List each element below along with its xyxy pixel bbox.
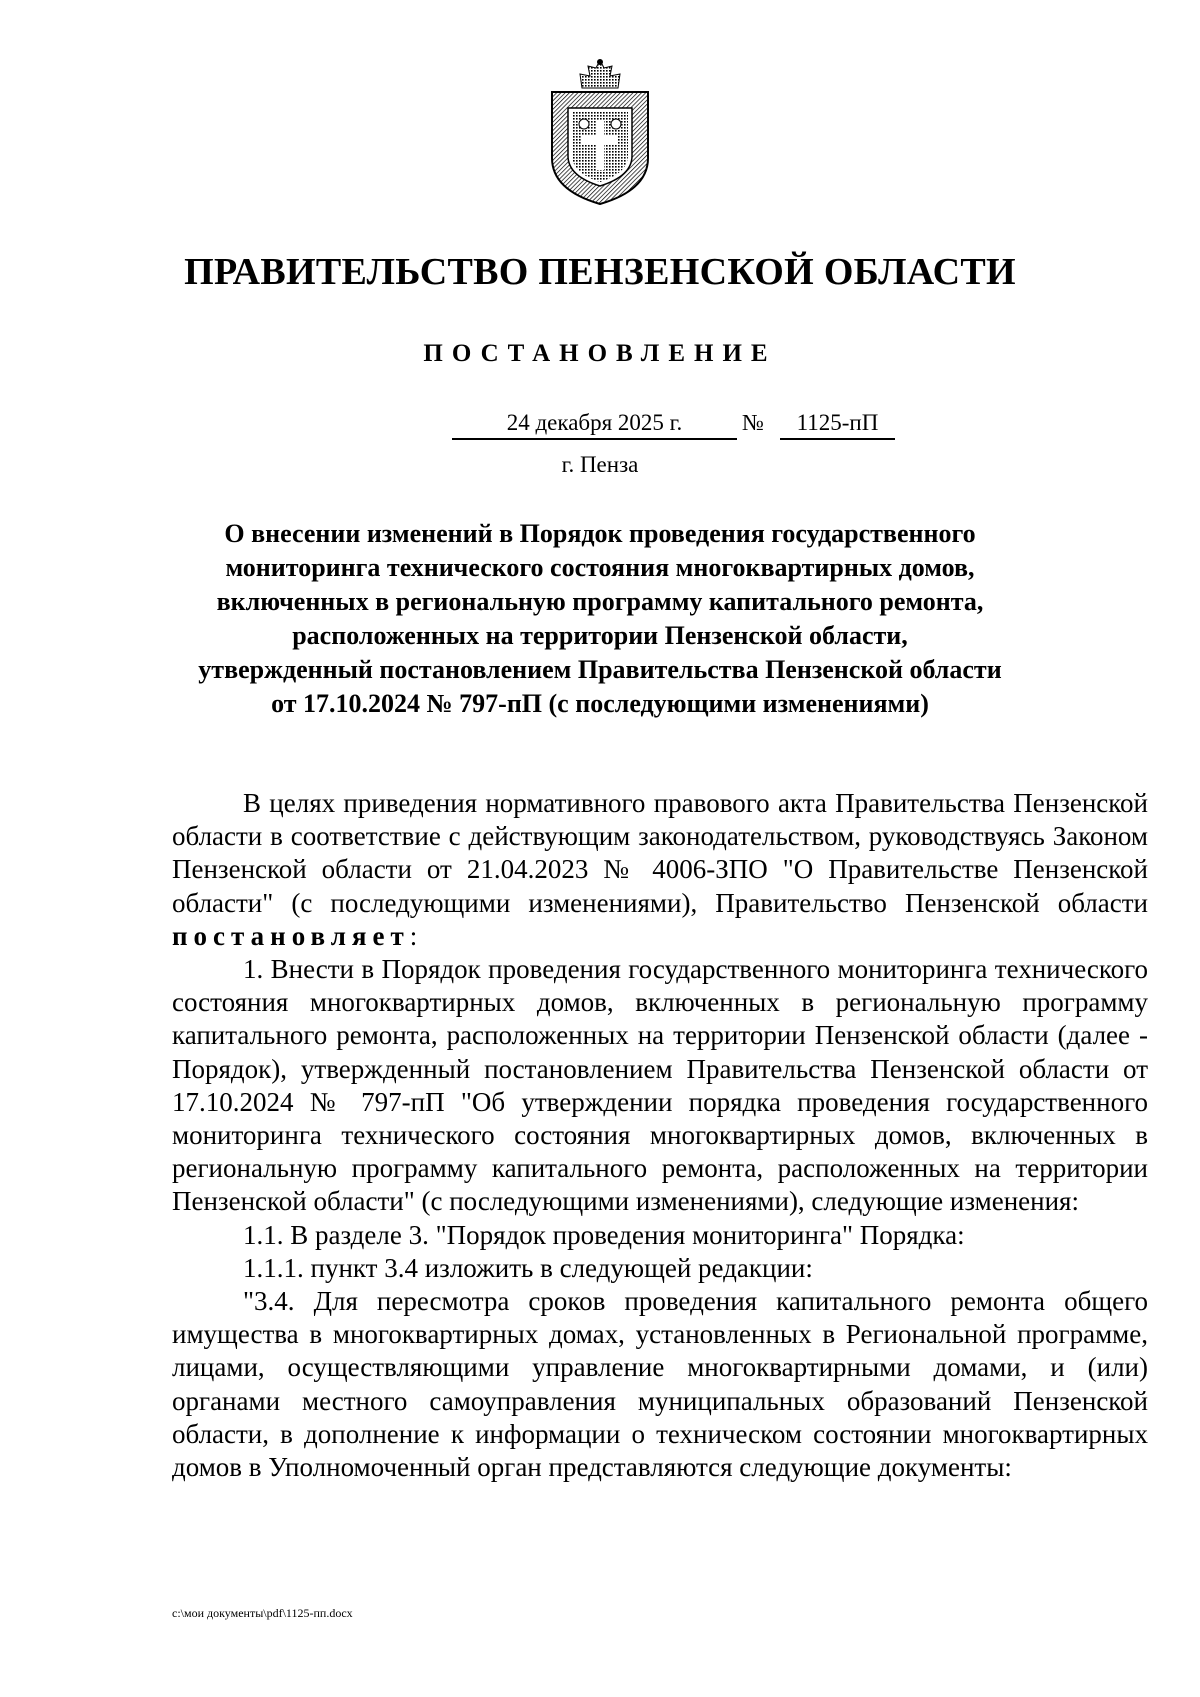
number-sign: №: [742, 410, 764, 435]
file-path-footer: c:\мои документы\pdf\1125-пп.docx: [172, 1606, 353, 1620]
preamble-text: В целях приведения нормативного правового акта Правительства Пензенской области в соответствие с действующим законодательством, руководствуясь Законом Пензенской области от 21.04.2023 № 4006-ЗПО "О Правительстве Пензенской области" (с последующими изменениями), Правительство Пензенской области: [172, 788, 1148, 918]
heading-line: включенных в региональную программу капитального ремонта,: [216, 587, 984, 616]
item-3-4: "3.4. Для пересмотра сроков проведения капитального ремонта общего имущества в многоквартирных домах, установленных в Региональной программе, лицами, осуществляющими управление многоквартирными домами, и (или) органами местного самоуправления муниципальных образований Пензенской области, в дополнение к информации о техническом состоянии многоквартирных домов в Уполномоченный орган представляются следующие документы:: [172, 1286, 1148, 1483]
document-body: [172, 787, 1148, 1484]
document-number: 1125-пП: [780, 410, 895, 440]
heading-line: расположенных на территории Пензенской области,: [292, 621, 908, 650]
preamble-paragraph: [172, 787, 1148, 953]
heading-line: О внесении изменений в Порядок проведения государственного: [224, 519, 976, 548]
resolves-colon: :: [409, 920, 418, 951]
item-1: 1. Внести в Порядок проведения государственного мониторинга технического состояния многоквартирных домов, включенных в региональную программу капитального ремонта, расположенных на территории Пензенской области (далее - Порядок), утвержденный постановлением Правительства Пензенской области от 17.10.2024 № 797-пП "Об утверждении порядка проведения государственного мониторинга технического состояния многоквартирных домов, включенных в региональную программу капитального ремонта, расположенных на территории Пензенской области" (с последующими изменениями), следующие изменения:: [172, 954, 1148, 1217]
heading-line: от 17.10.2024 № 797-пП (с последующими изменениями): [271, 689, 929, 718]
coat-of-arms-emblem: [540, 58, 660, 208]
item-1-1: 1.1. В разделе 3. "Порядок проведения мониторинга" Порядка:: [243, 1219, 965, 1250]
item-1-1-1: 1.1.1. пункт 3.4 изложить в следующей редакции:: [243, 1252, 813, 1283]
document-type: ПОСТАНОВЛЕНИЕ: [423, 340, 777, 367]
document-date: 24 декабря 2025 г.: [452, 410, 737, 440]
heading-line: утвержденный постановлением Правительства Пензенской области: [198, 655, 1002, 684]
document-heading: [120, 517, 1080, 721]
resolves-word: постановляет: [172, 920, 410, 951]
organization-title: ПРАВИТЕЛЬСТВО ПЕНЗЕНСКОЙ ОБЛАСТИ: [184, 251, 1016, 293]
heading-line: мониторинга технического состояния многоквартирных домов,: [225, 553, 975, 582]
city: г. Пенза: [561, 452, 639, 477]
